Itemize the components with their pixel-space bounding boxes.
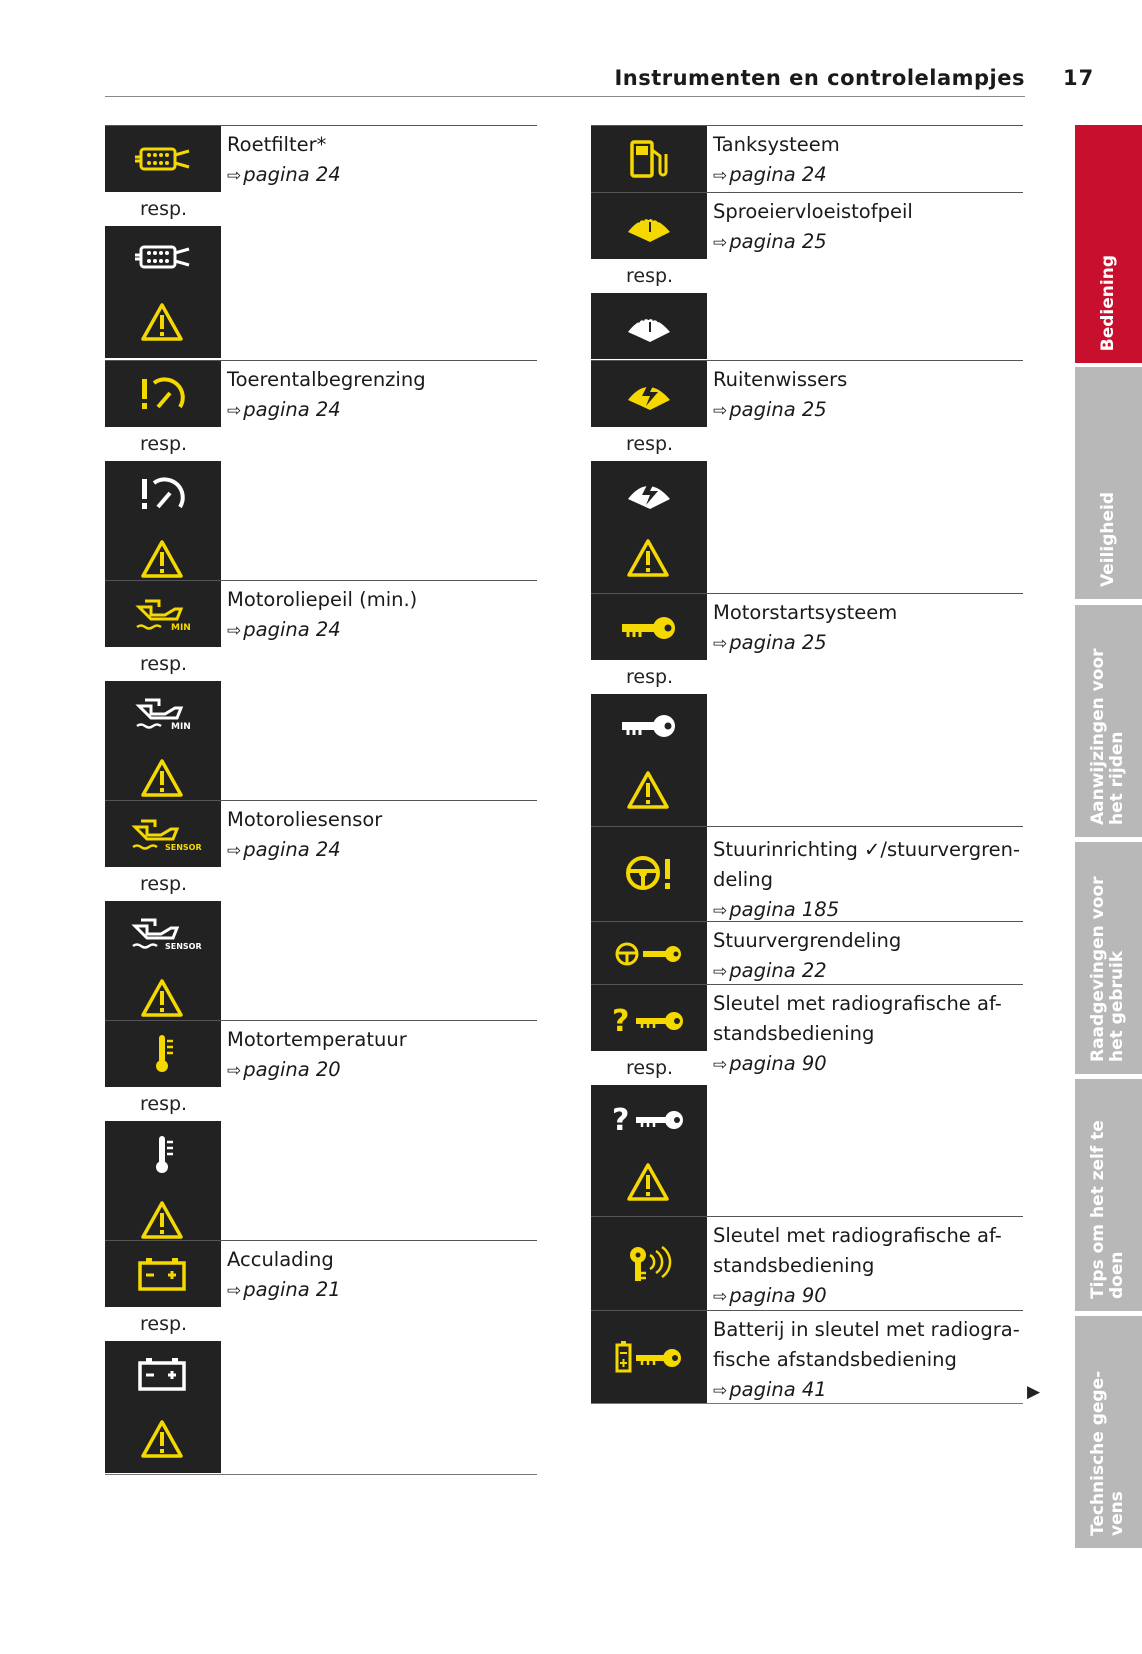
arrow-icon: ⇨ xyxy=(227,401,242,421)
page-reference[interactable]: ⇨ pagina 41 xyxy=(713,1378,827,1401)
resp-label: resp. xyxy=(105,427,221,461)
entry-title: Motoroliesensor xyxy=(227,808,383,831)
entry-title: Motoroliepeil (min.) xyxy=(227,588,418,611)
svg-text:MIN: MIN xyxy=(171,721,191,732)
steering-wheel-warning-icon xyxy=(591,827,707,921)
entry-title: Roetfilter* xyxy=(227,133,327,156)
battery-icon xyxy=(105,1241,221,1307)
entry-title-line: standsbediening xyxy=(713,1254,875,1277)
arrow-icon: ⇨ xyxy=(227,841,242,861)
entry-title-line: fische afstandsbediening xyxy=(713,1348,957,1371)
oil-level-min-icon xyxy=(105,681,221,813)
arrow-icon: ⇨ xyxy=(713,901,728,921)
svg-text:SENSOR: SENSOR xyxy=(165,843,202,852)
page-reference[interactable]: ⇨ pagina 24 xyxy=(227,398,341,421)
entry-acculading xyxy=(105,1240,537,1475)
tab-bediening[interactable]: Bediening xyxy=(1075,125,1142,363)
wiper-fault-icon xyxy=(591,361,707,427)
entry-sleutel-signaal xyxy=(591,1216,1023,1310)
page-reference[interactable]: ⇨ pagina 20 xyxy=(227,1058,341,1081)
page-reference[interactable]: ⇨ pagina 24 xyxy=(227,618,341,641)
page-reference[interactable]: ⇨ pagina 22 xyxy=(713,959,827,982)
entry-batterij-sleutel xyxy=(591,1310,1023,1404)
arrow-icon: ⇨ xyxy=(713,401,728,421)
resp-label: resp. xyxy=(105,647,221,681)
entry-title: Ruitenwissers xyxy=(713,368,848,391)
key-question-icon xyxy=(591,1085,707,1217)
entry-motortemperatuur xyxy=(105,1020,537,1240)
entry-motorstartsysteem xyxy=(591,593,1023,826)
tab-aanwijzingen[interactable]: Aanwijzingen voor het rijden xyxy=(1075,605,1142,837)
warning-triangle-icon xyxy=(628,539,670,579)
oil-level-min-icon xyxy=(105,581,221,647)
page-reference[interactable]: ⇨ pagina 24 xyxy=(227,163,341,186)
entry-title: Acculading xyxy=(227,1248,334,1271)
key-icon xyxy=(591,594,707,660)
entry-motoroliesensor xyxy=(105,800,537,1020)
svg-text:SENSOR: SENSOR xyxy=(165,941,202,951)
arrow-icon: ⇨ xyxy=(713,1381,728,1401)
left-column xyxy=(105,125,537,1475)
page-header xyxy=(105,62,1025,97)
warning-triangle-icon xyxy=(142,759,184,799)
entry-title: Tanksysteem xyxy=(713,133,840,156)
entry-title: Toerentalbegrenzing xyxy=(227,368,426,391)
page-reference[interactable]: ⇨ pagina 25 xyxy=(713,398,827,421)
oil-sensor-icon xyxy=(105,801,221,867)
resp-label: resp. xyxy=(591,427,707,461)
entry-stuurvergrendeling xyxy=(591,921,1023,984)
arrow-icon: ⇨ xyxy=(227,1061,242,1081)
tab-veiligheid[interactable]: Veiligheid xyxy=(1075,367,1142,599)
warning-triangle-icon xyxy=(628,771,670,811)
resp-label: resp. xyxy=(105,867,221,901)
entry-toerentalbegrenzing xyxy=(105,360,537,580)
arrow-icon: ⇨ xyxy=(227,166,242,186)
page-reference[interactable]: ⇨ pagina 90 xyxy=(713,1052,827,1075)
page-reference[interactable]: ⇨ pagina 25 xyxy=(713,631,827,654)
svg-text:MIN: MIN xyxy=(171,623,191,633)
steering-lock-key-icon xyxy=(591,922,707,984)
page-reference[interactable]: ⇨ pagina 24 xyxy=(227,838,341,861)
page-reference[interactable]: ⇨ pagina 90 xyxy=(713,1284,827,1307)
resp-label: resp. xyxy=(591,1051,707,1085)
entry-title: Motorstartsysteem xyxy=(713,601,898,624)
coolant-temperature-icon xyxy=(105,1021,221,1087)
coolant-temperature-icon xyxy=(105,1121,221,1253)
resp-label: resp. xyxy=(105,1087,221,1121)
arrow-icon: ⇨ xyxy=(227,1281,242,1301)
wiper-fault-icon xyxy=(591,461,707,593)
page-reference[interactable]: ⇨ pagina 24 xyxy=(713,163,827,186)
page-reference[interactable]: ⇨ pagina 25 xyxy=(713,230,827,253)
fuel-pump-icon xyxy=(591,126,707,192)
tab-raadgevingen[interactable]: Raadgevingen voor het gebruik xyxy=(1075,842,1142,1074)
tab-technische-gegevens[interactable]: Technische gege- vens xyxy=(1075,1316,1142,1548)
key-battery-icon xyxy=(591,1311,707,1403)
entry-sproeiervloeistofpeil xyxy=(591,192,1023,360)
arrow-icon: ⇨ xyxy=(713,962,728,982)
entry-title-line: Sleutel met radiografische af- xyxy=(713,992,1002,1015)
diesel-particulate-filter-icon xyxy=(105,226,221,358)
entry-ruitenwissers xyxy=(591,360,1023,593)
rev-limiter-icon xyxy=(105,361,221,427)
right-column xyxy=(591,125,1023,1404)
diesel-particulate-filter-icon xyxy=(105,126,221,192)
entry-title: Motortemperatuur xyxy=(227,1028,407,1051)
entry-stuurinrichting xyxy=(591,826,1023,921)
battery-icon xyxy=(105,1341,221,1473)
entry-title: Sproeiervloeistofpeil xyxy=(713,200,913,223)
arrow-icon: ⇨ xyxy=(713,634,728,654)
warning-triangle-icon xyxy=(142,540,184,580)
entry-title-line: Stuurinrichting ✓/stuurvergren- xyxy=(713,838,1021,861)
entry-title-line: standsbediening xyxy=(713,1022,875,1045)
resp-label: resp. xyxy=(105,1307,221,1341)
washer-fluid-icon xyxy=(591,293,707,359)
entry-tanksysteem xyxy=(591,125,1023,192)
key-icon xyxy=(591,694,707,826)
warning-triangle-icon xyxy=(142,303,184,343)
page-reference[interactable]: ⇨ pagina 185 xyxy=(713,898,840,921)
tab-tips[interactable]: Tips om het zelf te doen xyxy=(1075,1079,1142,1311)
arrow-icon: ⇨ xyxy=(227,621,242,641)
arrow-icon: ⇨ xyxy=(713,233,728,253)
key-signal-icon xyxy=(591,1217,707,1310)
page-reference[interactable]: ⇨ pagina 21 xyxy=(227,1278,341,1301)
entry-roetfilter xyxy=(105,125,537,360)
resp-label: resp. xyxy=(591,259,707,293)
key-question-icon xyxy=(591,985,707,1051)
arrow-icon: ⇨ xyxy=(713,1055,728,1075)
warning-triangle-icon xyxy=(628,1163,670,1203)
entry-title: Stuurvergrendeling xyxy=(713,929,902,952)
oil-sensor-icon xyxy=(105,901,221,1033)
entry-title-line: deling xyxy=(713,868,773,891)
warning-triangle-icon xyxy=(142,1201,184,1241)
entry-title-line: Batterij in sleutel met radiogra- xyxy=(713,1318,1020,1341)
arrow-icon: ⇨ xyxy=(713,166,728,186)
resp-label: resp. xyxy=(591,660,707,694)
arrow-icon: ⇨ xyxy=(713,1287,728,1307)
entry-sleutel-radiografisch xyxy=(591,984,1023,1216)
page-number: 17 xyxy=(1063,66,1095,90)
resp-label: resp. xyxy=(105,192,221,226)
entry-title-line: Sleutel met radiografische af- xyxy=(713,1224,1002,1247)
entry-motoroliepeil xyxy=(105,580,537,800)
page-title: Instrumenten en controlelampjes xyxy=(614,66,1025,90)
rev-limiter-icon xyxy=(105,461,221,593)
warning-triangle-icon xyxy=(142,979,184,1019)
continue-arrow-icon: ▶ xyxy=(1027,1382,1041,1402)
washer-fluid-icon xyxy=(591,193,707,259)
warning-triangle-icon xyxy=(142,1420,184,1460)
